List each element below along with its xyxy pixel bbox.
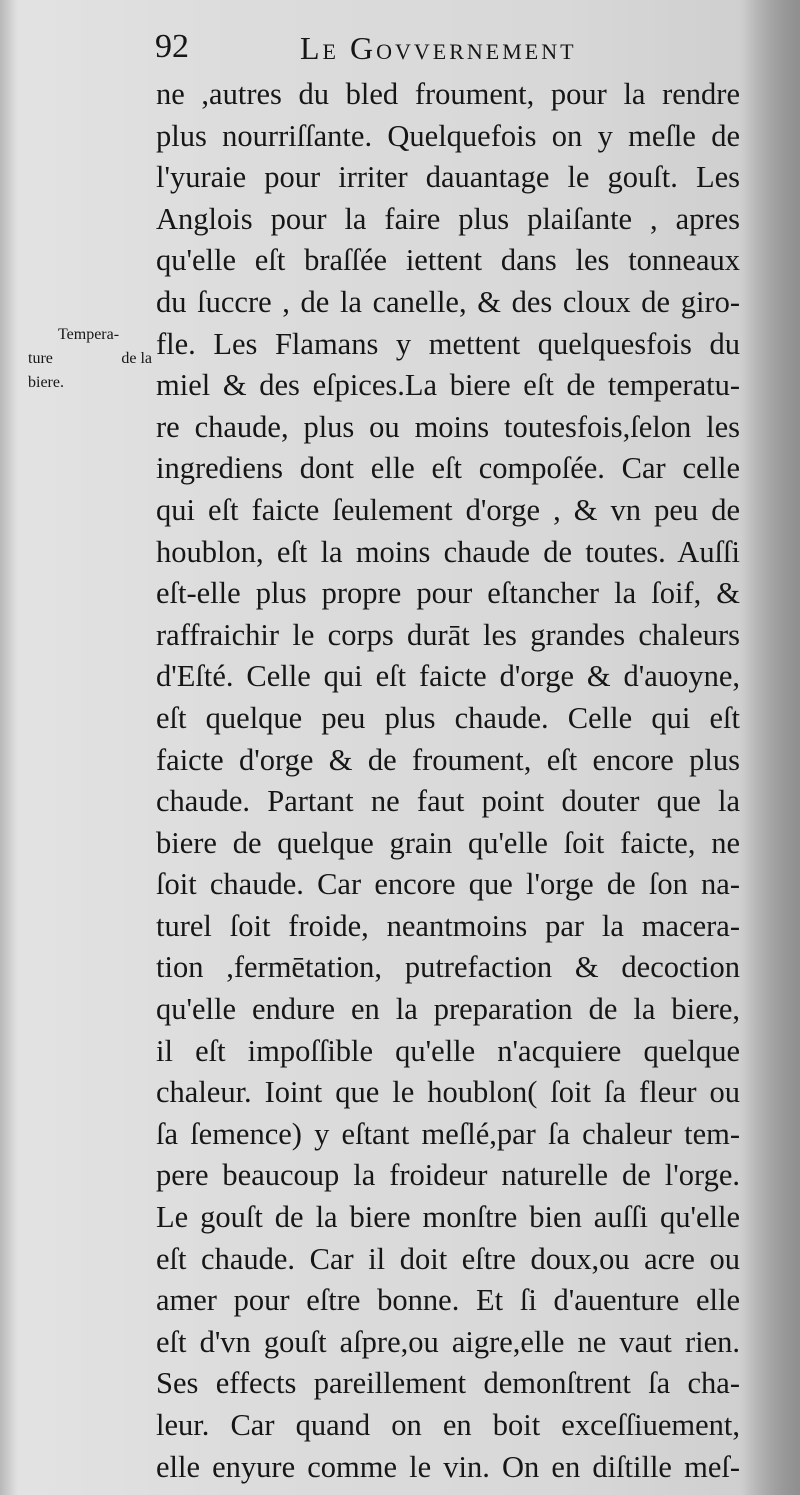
- text-line: plus nourriſſante. Quelquefois on y meſle de: [156, 118, 740, 153]
- running-title: Le Govvernement: [300, 30, 577, 66]
- page-header: [155, 22, 740, 72]
- text-line: fle. Les Flamans y mettent quelquesfois du: [156, 326, 740, 361]
- text-line: re chaude, plus ou moins toutesfois,ſelon les: [156, 409, 740, 444]
- margin-note-word: ture: [28, 350, 53, 367]
- text-line: ingrediens dont elle eſt compoſée. Car celle: [156, 451, 740, 486]
- text-line: eſt chaude. Car il doit eſtre doux,ou acre ou: [156, 1241, 740, 1276]
- text-line: eſt quelque peu plus chaude. Celle qui eſt: [156, 700, 740, 735]
- text-line: elle enyure comme le vin. On en diſtille meſ-: [156, 1449, 740, 1484]
- text-line: il eſt impoſſible qu'elle n'acquiere quelque: [156, 1033, 740, 1068]
- margin-note-line: [28, 347, 156, 371]
- text-line: amer pour eſtre bonne. Et ſi d'auenture elle: [156, 1283, 740, 1318]
- body-text: [156, 74, 740, 1488]
- text-line: qui eſt faicte ſeulement d'orge , & vn peu de: [156, 492, 740, 527]
- text-line: l'yuraie pour irriter dauantage le gouſt. Les: [156, 160, 740, 195]
- text-line: eſt-elle plus propre pour eſtancher la ſoif, &: [156, 576, 740, 611]
- text-line: leur. Car quand on en boit exceſſiuement,: [156, 1408, 740, 1442]
- margin-note: [28, 323, 156, 395]
- margin-note-word: de la: [121, 350, 152, 367]
- text-line: houblon, eſt la moins chaude de toutes. Auſſi: [156, 534, 740, 569]
- text-line: biere de quelque grain qu'elle ſoit faicte, ne: [156, 825, 740, 860]
- text-line: turel ſoit froide, neantmoins par la macera-: [156, 908, 740, 943]
- text-line: ſoit chaude. Car encore que l'orge de ſon na-: [156, 867, 740, 902]
- text-line: eſt d'vn gouſt aſpre,ou aigre,elle ne vaut rien.: [156, 1324, 740, 1359]
- page-gutter-shadow: [0, 0, 18, 1495]
- margin-note-line: biere.: [28, 374, 64, 391]
- text-line: Le gouſt de la biere monſtre bien auſſi qu'elle: [156, 1200, 740, 1235]
- text-line: ſa ſemence) y eſtant meſlé,par ſa chaleur tem-: [156, 1116, 740, 1151]
- page-edge-shadow: [740, 0, 800, 1495]
- text-line: chaude. Partant ne faut point douter que la: [156, 784, 740, 819]
- text-line: tion ,fermētation, putrefaction & decoction: [156, 950, 740, 985]
- text-line: pere beaucoup la froideur naturelle de l'orge.: [156, 1158, 740, 1193]
- text-line: d'Eſté. Celle qui eſt faicte d'orge & d'auoyne,: [156, 659, 740, 694]
- margin-note-line: Tempera-: [58, 326, 120, 343]
- text-line: Anglois pour la faire plus plaiſante , apres: [156, 201, 740, 236]
- text-line: faicte d'orge & de froument, eſt encore plus: [156, 742, 740, 777]
- page-number: 92: [155, 28, 189, 65]
- text-line: raffraichir le corps durāt les grandes chaleurs: [156, 617, 740, 652]
- text-line: du ſuccre , de la canelle, & des cloux de giro-: [156, 284, 740, 319]
- text-line: ne ,autres du bled froument, pour la rendre: [156, 77, 740, 111]
- text-line: qu'elle eſt braſſée iettent dans les tonneaux: [156, 243, 740, 278]
- text-line: Ses effects pareillement demonſtrent ſa cha-: [156, 1366, 740, 1401]
- text-line: miel & des eſpices.La biere eſt de temperatu-: [156, 368, 740, 403]
- text-line: chaleur. Ioint que le houblon( ſoit ſa fleur ou: [156, 1075, 740, 1110]
- text-line: qu'elle endure en la preparation de la biere,: [156, 992, 740, 1027]
